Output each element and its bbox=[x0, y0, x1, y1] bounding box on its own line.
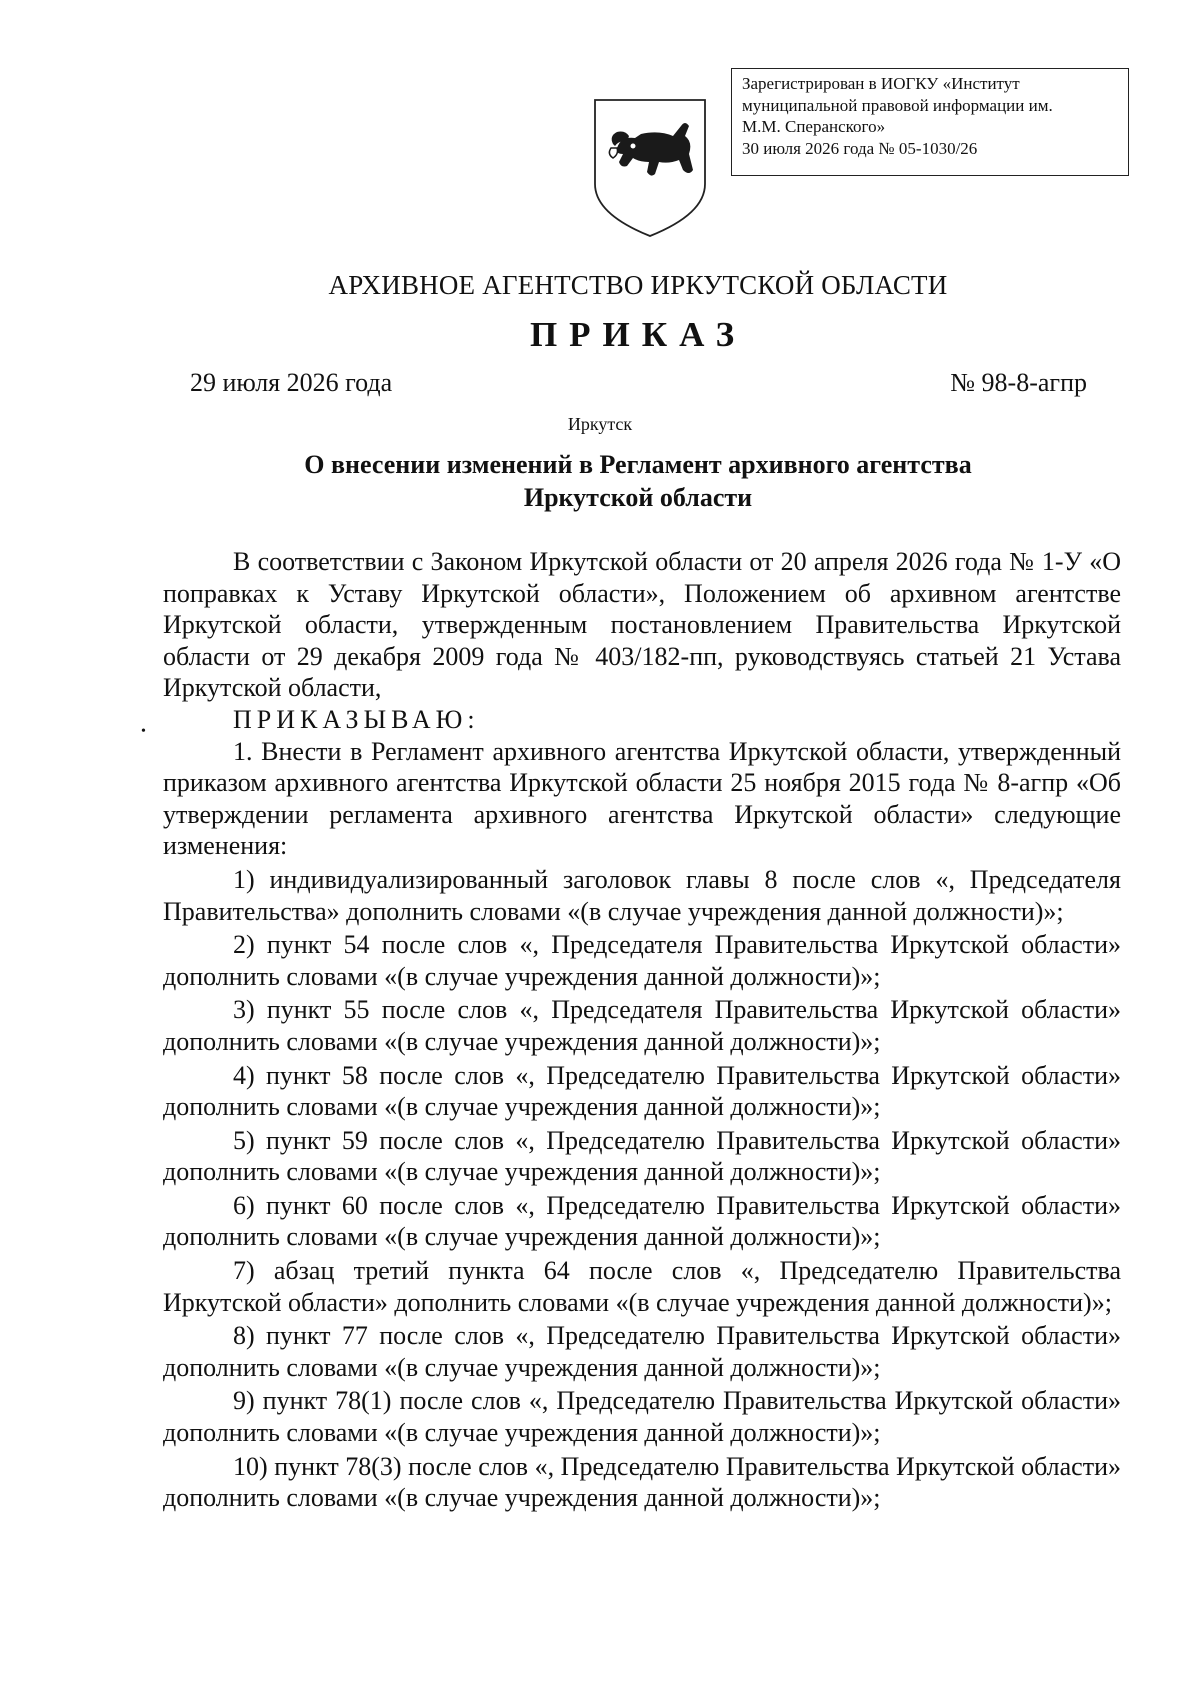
list-item: 2) пункт 54 после слов «, Председателя Правительства Иркутской области» дополнить словами «(в случае учреждения данной должности)»; bbox=[163, 930, 1121, 991]
list-item: 1) индивидуализированный заголовок главы 8 после слов «, Председателя Правительства» дополнить словами «(в случае учреждения данной должности)»; bbox=[163, 864, 1121, 926]
list-item: 4) пункт 58 после слов «, Председателю Правительства Иркутской области» дополнить словами «(в случае учреждения данной должности)»; bbox=[163, 1060, 1121, 1122]
registration-line: Зарегистрирован в ИОГКУ «Институт bbox=[742, 74, 1020, 93]
document-title-line: Иркутской области bbox=[523, 483, 753, 512]
order-word: ПРИКАЗЫВАЮ: bbox=[233, 704, 480, 734]
list-item: 7) абзац третий пункта 64 после слов «, Председателю Правительства Иркутской области» дополнить словами «(в случае учреждения данной должности)»; bbox=[163, 1256, 1121, 1317]
document-title-line: О внесении изменений в Регламент архивного агентства bbox=[304, 450, 972, 479]
document-body bbox=[163, 546, 1121, 1514]
list-item: 10) пункт 78(3) после слов «, Председателю Правительства Иркутской области» дополнить словами «(в случае учреждения данной должности)»; bbox=[163, 1451, 1121, 1513]
list-item: 8) пункт 77 после слов «, Председателю Правительства Иркутской области» дополнить словами «(в случае учреждения данной должности)»; bbox=[163, 1321, 1121, 1382]
list-item: 6) пункт 60 после слов «, Председателю Правительства Иркутской области» дополнить словами «(в случае учреждения данной должности)»; bbox=[163, 1190, 1121, 1252]
registration-line: М.М. Сперанского» bbox=[742, 117, 886, 136]
document-city: Иркутск bbox=[567, 414, 633, 434]
document-date: 29 июля 2026 года bbox=[190, 368, 393, 397]
agency-name: АРХИВНОЕ АГЕНТСТВО ИРКУТСКОЙ ОБЛАСТИ bbox=[328, 270, 948, 300]
list-item: 3) пункт 55 после слов «, Председателя Правительства Иркутской области» дополнить словами «(в случае учреждения данной должности)»; bbox=[163, 995, 1121, 1056]
preamble-paragraph: В соответствии с Законом Иркутской области от 20 апреля 2026 года № 1-У «О поправках к Уставу Иркутской области», Положением об архивном агентстве Иркутской области, утвержденным постановлением Правительства Иркутской области от 29 декабря 2009 года № 403/182-пп, руководствуясь статьей 21 Устава Иркутской области, bbox=[163, 547, 1121, 703]
list-item: 5) пункт 59 после слов «, Председателю Правительства Иркутской области» дополнить словами «(в случае учреждения данной должности)»; bbox=[163, 1125, 1121, 1187]
document-type: ПРИКАЗ bbox=[529, 315, 747, 354]
margin-mark: • bbox=[141, 724, 146, 739]
registration-line: 30 июля 2026 года № 05-1030/26 bbox=[742, 138, 978, 158]
registration-stamp bbox=[731, 68, 1129, 176]
irkutsk-coat-of-arms-icon bbox=[589, 96, 711, 238]
list-item: 9) пункт 78(1) после слов «, Председателю Правительства Иркутской области» дополнить словами «(в случае учреждения данной должности)»; bbox=[163, 1386, 1121, 1448]
clause-paragraph: 1. Внести в Регламент архивного агентства Иркутской области, утвержденный приказом архивного агентства Иркутской области 25 ноября 2015 года № 8-агпр «Об утверждении регламента архивного агентства Иркутской области» следующие изменения: bbox=[163, 736, 1121, 861]
document-number: № 98-8-агпр bbox=[950, 368, 1087, 397]
document-title bbox=[0, 448, 1200, 514]
registration-line: муниципальной правовой информации им. bbox=[742, 95, 1053, 115]
